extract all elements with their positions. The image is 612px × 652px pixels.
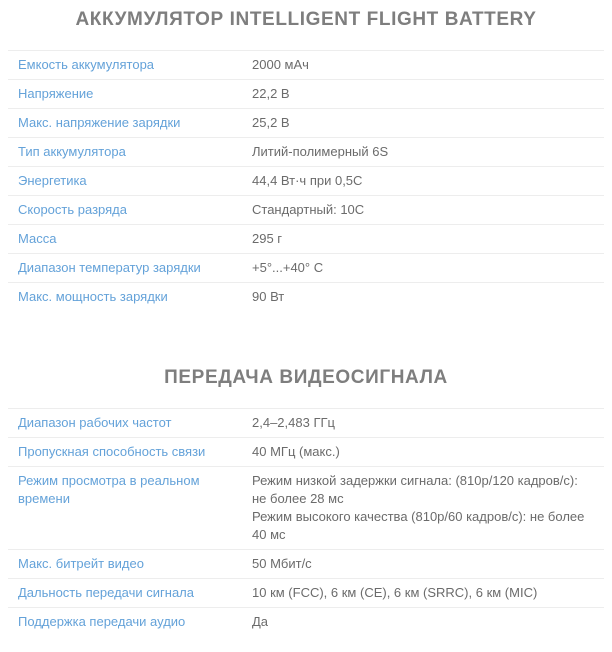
spec-label: Диапазон температур зарядки [18,260,201,275]
section-title: ПЕРЕДАЧА ВИДЕОСИГНАЛА [164,367,448,388]
spec-section [0,367,612,636]
spec-label: Пропускная способность связи [18,444,206,459]
spec-value: Да [252,614,269,629]
spec-label: Поддержка передачи аудио [18,614,186,629]
spec-row [8,253,604,282]
spec-row [8,166,604,195]
spec-label: Макс. битрейт видео [18,556,144,571]
spec-row [8,224,604,253]
spec-label: Макс. мощность зарядки [18,289,168,304]
spec-value: 2,4–2,483 ГГц [252,415,335,430]
spec-label: Масса [18,231,57,246]
spec-value: Литий-полимерный 6S [252,144,389,159]
spec-row [8,466,604,549]
spec-label: Дальность передачи сигнала [18,585,194,600]
spec-label: Диапазон рабочих частот [18,415,172,430]
spec-value: 25,2 В [252,115,290,130]
spec-value: 90 Вт [252,289,285,304]
spec-value: 2000 мАч [252,57,309,72]
spec-row [8,437,604,466]
spec-table [8,408,604,636]
spec-value: Стандартный: 10C [252,202,365,217]
spec-row [8,50,604,79]
spec-row [8,79,604,108]
spec-value-line: Режим низкой задержки сигнала: (810p/120 кадров/с): не более 28 мс [252,473,578,506]
spec-row [8,408,604,437]
spec-value: 50 Мбит/с [252,556,312,571]
spec-value: 44,4 Вт·ч при 0,5C [252,173,363,188]
spec-value [252,472,594,544]
spec-label: Тип аккумулятора [18,144,126,159]
spec-row [8,549,604,578]
spec-row [8,578,604,607]
spec-value: 22,2 В [252,86,290,101]
spec-label: Макс. напряжение зарядки [18,115,181,130]
spec-row [8,137,604,166]
spec-label: Емкость аккумулятора [18,57,155,72]
spec-row [8,282,604,311]
spec-table [8,50,604,311]
spec-section [0,9,612,311]
spec-row [8,108,604,137]
spec-value-line: Режим высокого качества (810p/60 кадров/с): не более 40 мс [252,509,585,542]
spec-value: 10 км (FCC), 6 км (CE), 6 км (SRRC), 6 км (MIC) [252,585,538,600]
spec-label: Энергетика [18,173,87,188]
spec-label: Напряжение [18,86,94,101]
spec-label: Скорость разряда [18,202,127,217]
spec-value: 295 г [252,231,283,246]
spec-value: +5°...+40° C [252,260,324,275]
spec-value: 40 МГц (макс.) [252,444,340,459]
section-title: АККУМУЛЯТОР INTELLIGENT FLIGHT BATTERY [75,9,537,30]
spec-row [8,607,604,636]
spec-row [8,195,604,224]
spec-label: Режим просмотра в реальном времени [18,473,200,506]
